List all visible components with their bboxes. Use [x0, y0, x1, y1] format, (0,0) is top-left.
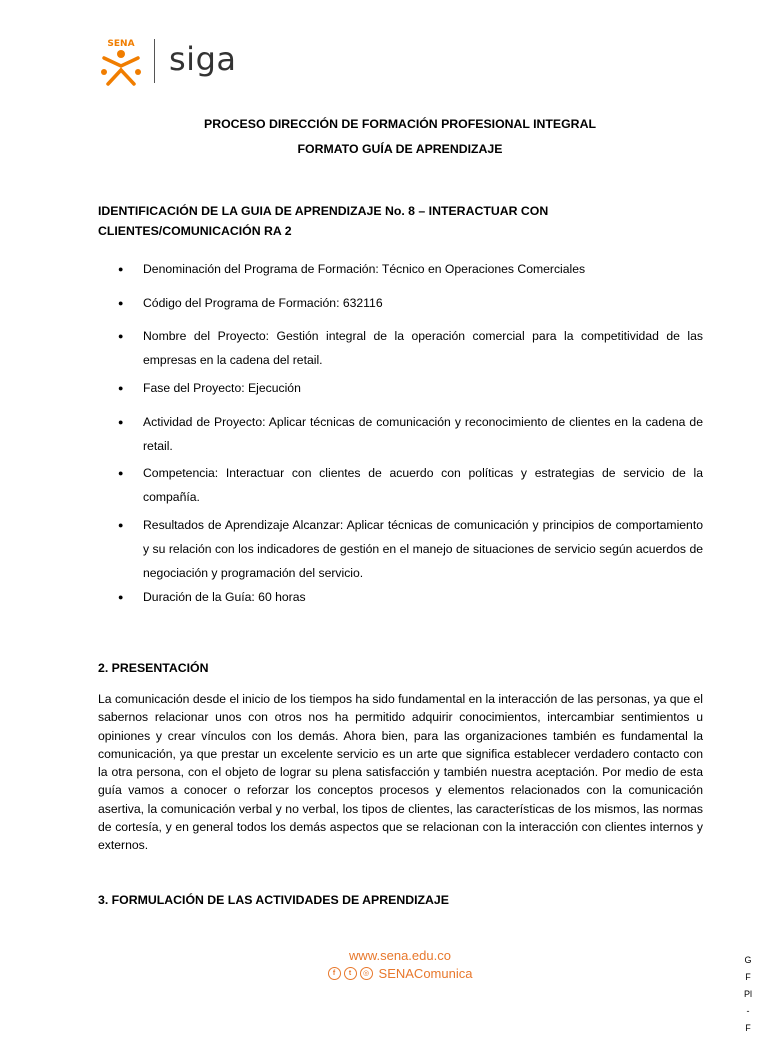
side-code-char: -	[746, 1006, 750, 1016]
facebook-icon[interactable]: f	[328, 967, 341, 980]
list-item	[98, 291, 703, 315]
bullet-dot: ●	[118, 264, 124, 274]
document-title: PROCESO DIRECCIÓN DE FORMACIÓN PROFESIONAL INTEGRAL	[204, 117, 596, 131]
document-subtitle: FORMATO GUÍA DE APRENDIZAJE	[297, 142, 503, 156]
bullet-dot: ●	[118, 331, 124, 341]
side-document-code	[742, 952, 754, 1037]
instagram-icon[interactable]: ◎	[360, 967, 373, 980]
list-item-text: Duración de la Guía: 60 horas	[143, 590, 306, 604]
side-code-char: F	[745, 1023, 751, 1033]
siga-logo: siga	[169, 40, 237, 78]
identification-heading: IDENTIFICACIÓN DE LA GUIA DE APRENDIZAJE No. 8 – INTERACTUAR CON CLIENTES/COMUNICACIÓN RA 2	[98, 204, 549, 238]
social-handle[interactable]: SENAComunica	[378, 966, 473, 981]
list-item-text: Resultados de Aprendizaje Alcanzar: Aplicar técnicas de comunicación y principios de comportamiento y su relación con los indicadores de gestión en el manejo de situaciones de servicio según acuerdos de negociación y programación del servicio.	[143, 518, 703, 580]
presentation-paragraph: La comunicación desde el inicio de los tiempos ha sido fundamental en la interacción de las personas, ya que el sabernos relacionar unos con otros nos ha permitido adquirir conocimientos, intercambiar sentimientos u opiniones y crear vínculos con los demás. Ahora bien, para las organizaciones también es fundamental la comunicación, ya que prestar un excelente servicio es un arte que significa establecer verdadero contacto con la otra persona, con el objeto de lograr su plena satisfacción y también nuestra aceptación. Por medio de esta guía vamos a conocer o reforzar los conceptos procesos y elementos relacionados con la comunicación asertiva, la comunicación verbal y no verbal, los tipos de clientes, las características de los mismos, las normas de cortesía, y en general todos los demás aspectos que se relacionan con la interacción con clientes internos y externos.	[98, 692, 704, 853]
list-item-text: Competencia: Interactuar con clientes de acuerdo con políticas y estrategias de servicio de la compañía.	[143, 466, 703, 504]
bullet-dot: ●	[118, 592, 124, 602]
list-item-text: Actividad de Proyecto: Aplicar técnicas de comunicación y reconocimiento de clientes en la cadena de retail.	[143, 415, 703, 453]
side-code-char: Pl	[743, 989, 752, 999]
sena-wordmark: SENA	[107, 39, 135, 49]
section-heading-actividades: 3. FORMULACIÓN DE LAS ACTIVIDADES DE APRENDIZAJE	[98, 893, 449, 907]
sena-logo	[98, 36, 144, 86]
list-item-text: Nombre del Proyecto: Gestión integral de la operación comercial para la competitividad de las empresas en la cadena del retail.	[143, 329, 703, 367]
list-item	[98, 376, 703, 400]
bullet-dot: ●	[118, 520, 124, 530]
footer-website-link[interactable]: www.sena.edu.co	[349, 948, 451, 963]
list-item-text: Código del Programa de Formación: 632116	[143, 296, 383, 310]
bullet-dot: ●	[118, 468, 124, 478]
list-item	[98, 513, 703, 585]
side-code-char: F	[745, 972, 751, 982]
list-item	[98, 257, 703, 281]
list-item	[98, 324, 703, 372]
list-item	[98, 410, 703, 458]
footer-social	[0, 966, 768, 981]
section-heading-presentacion: 2. PRESENTACIÓN	[98, 661, 209, 675]
list-item	[98, 461, 703, 509]
bullet-dot: ●	[118, 383, 124, 393]
bullet-dot: ●	[118, 298, 124, 308]
list-item-text: Denominación del Programa de Formación: Técnico en Operaciones Comerciales	[143, 262, 586, 276]
header-logos	[98, 36, 236, 86]
logo-divider	[154, 39, 155, 83]
twitter-icon[interactable]: t	[344, 967, 357, 980]
list-item-text: Fase del Proyecto: Ejecución	[143, 381, 301, 395]
list-item	[98, 585, 703, 609]
side-code-char: G	[744, 955, 752, 965]
bullet-dot: ●	[118, 417, 124, 427]
